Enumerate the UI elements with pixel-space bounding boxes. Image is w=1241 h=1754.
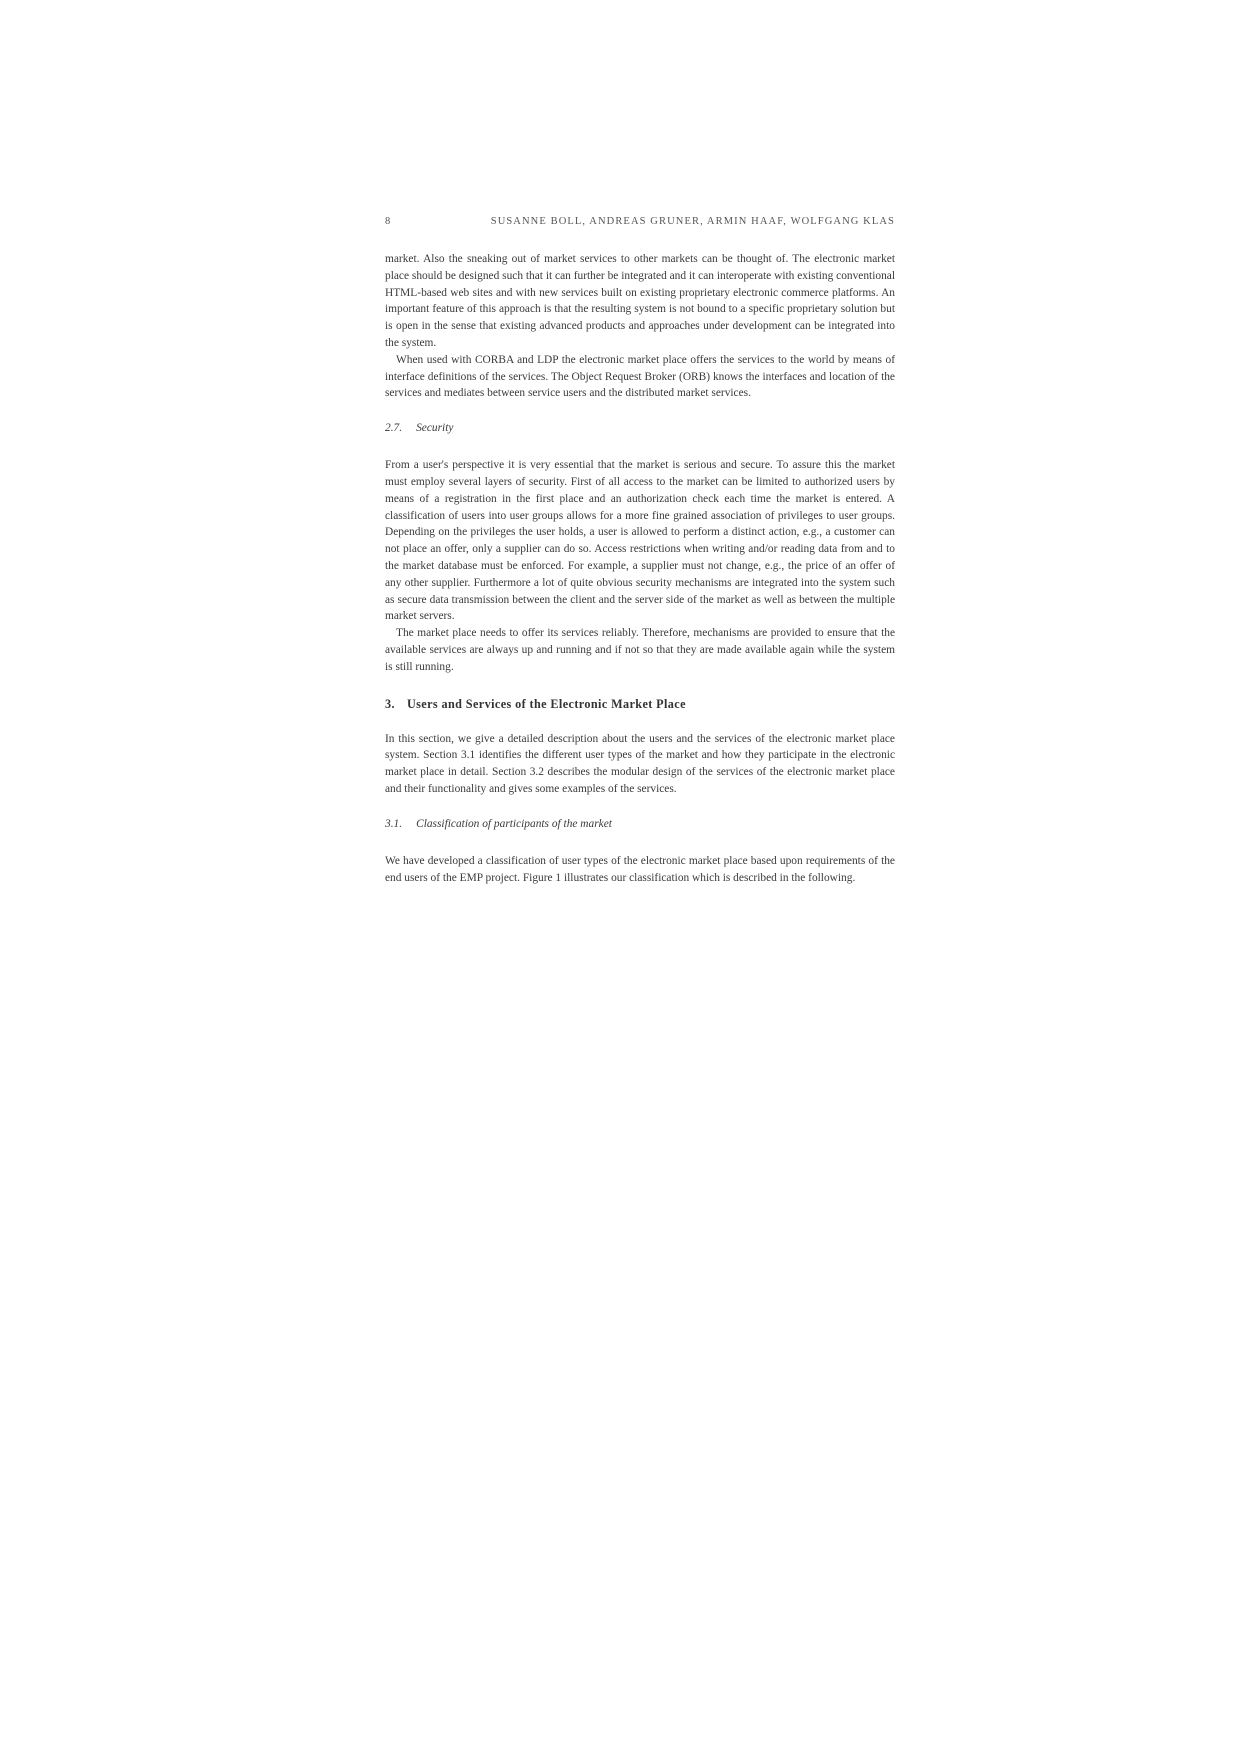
running-title: SUSANNE BOLL, ANDREAS GRUNER, ARMIN HAAF, WOLFGANG KLAS [490, 216, 895, 227]
paragraph: The market place needs to offer its services reliably. Therefore, mechanisms are provided to ensure that the available services are always up and running and if not so that they are made available again while the system is still running. [385, 627, 895, 673]
running-header [385, 216, 895, 227]
subsection-number: 3.1. [385, 817, 403, 830]
paragraph: From a user's perspective it is very essential that the market is serious and secure. To assure this the market must employ several layers of security. First of all access to the market can be limited to authorized users by means of a registration in the first place and an authorization check each time the market is entered. A classification of users into user groups allows for a more fine grained association of privileges to user groups. Depending on the privileges the user holds, a user is allowed to perform a distinct action, e.g., a customer can not place an offer, only a supplier can do so. Access restrictions when writing and/or reading data from and to the market database must be enforced. For example, a supplier must not change, e.g., the price of an offer of any other supplier. Furthermore a lot of quite obvious security mechanisms are integrated into the system such as secure data transmission between the client and the server side of the market as well as between the multiple market servers. [385, 459, 895, 623]
paragraph: We have developed a classification of user types of the electronic market place based upon requirements of the end users of the EMP project. Figure 1 illustrates our classification which is described in the following. [385, 854, 895, 884]
paragraph: market. Also the sneaking out of market services to other markets can be thought of. The electronic market place should be designed such that it can further be integrated and it can interoperate with existing conventional HTML-based web sites and with new services built on existing proprietary electronic commerce platforms. An important feature of this approach is that the resulting system is not bound to a specific proprietary solution but is open in the sense that existing advanced products and approaches under development can be integrated into the system. [385, 253, 895, 349]
paper-page [385, 216, 895, 886]
subsection-heading-security [385, 422, 895, 434]
paragraph: When used with CORBA and LDP the electronic market place offers the services to the world by means of interface definitions of the services. The Object Request Broker (ORB) knows the interfaces and location of the services and mediates between service users and the distributed market services. [385, 353, 895, 400]
section-number: 3. [385, 696, 395, 711]
subsection-title: Security [416, 422, 454, 435]
section-title: Users and Services of the Electronic Market Place [406, 696, 686, 711]
paragraph: In this section, we give a detailed description about the users and the services of the electronic market place system. Section 3.1 identifies the different user types of the market and how they participate in the electronic market place in detail. Section 3.2 describes the modular design of the services of the electronic market place and their functionality and gives some examples of the services. [385, 732, 895, 795]
section-heading-users-services [385, 697, 895, 712]
subsection-title: Classification of participants of the market [416, 817, 612, 830]
page-number: 8 [385, 216, 391, 227]
subsection-heading-classification [385, 818, 895, 830]
subsection-number: 2.7. [385, 422, 403, 435]
